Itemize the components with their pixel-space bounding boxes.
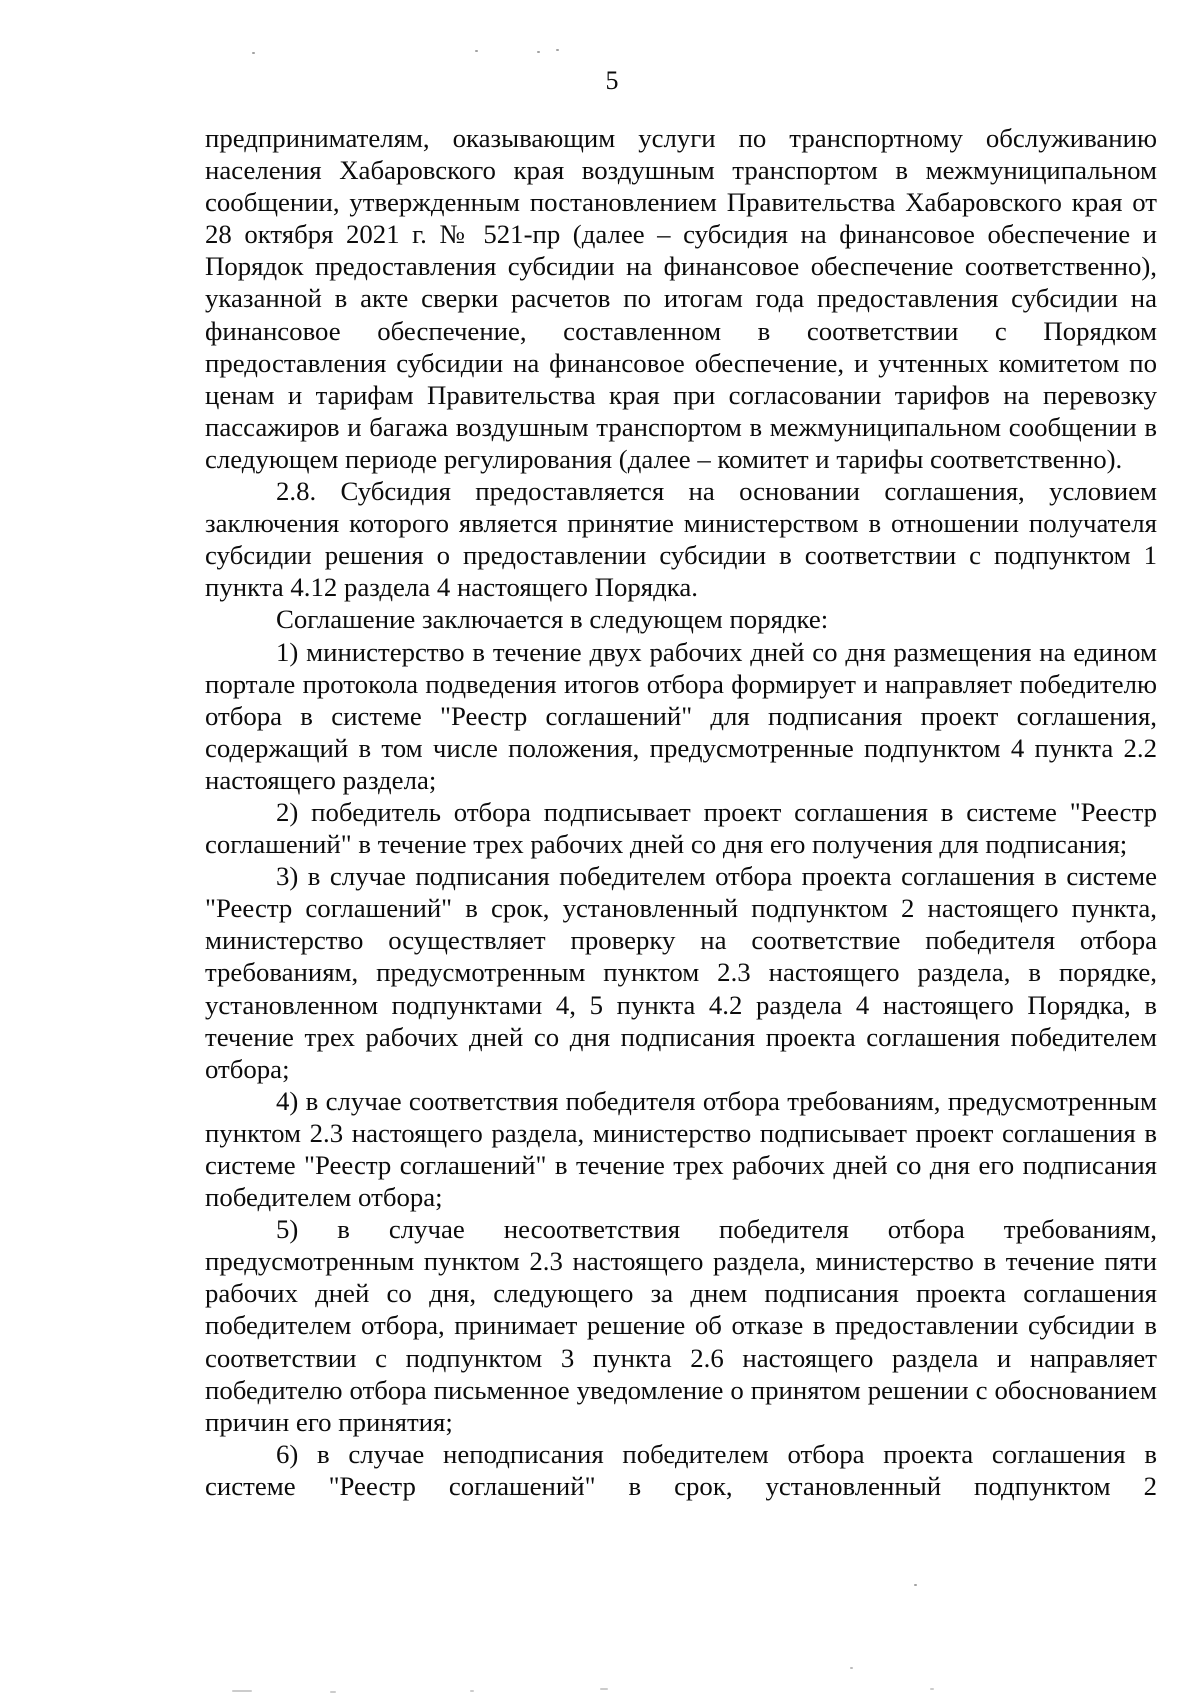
scan-mark [232, 1690, 252, 1692]
scan-mark [850, 1667, 853, 1669]
scan-mark [556, 49, 559, 51]
list-item-2: 2) победитель отбора подписывает проект соглашения в системе "Реестр соглашений" в течение трех рабочих дней со дня его получения для подписания; [205, 796, 1157, 860]
scan-mark [330, 1691, 336, 1693]
scan-mark [914, 1584, 917, 1586]
document-body [205, 122, 1157, 1502]
scan-mark [537, 51, 540, 53]
paragraph-agreement-order: Соглашение заключается в следующем порядке: [276, 604, 829, 635]
scan-mark [930, 1688, 934, 1690]
list-item-4: 4) в случае соответствия победителя отбора требованиям, предусмотренным пунктом 2.3 настоящего раздела, министерство подписывает проект соглашения в системе "Реестр соглашений" в течение трех рабочих дней со дня его подписания победителем отбора; [205, 1085, 1157, 1213]
page-number: 5 [605, 66, 619, 95]
list-item-1: 1) министерство в течение двух рабочих дней со дня размещения на едином портале протокола подведения итогов отбора формирует и направляет победителю отбора в системе "Реестр соглашений" для подписания проект соглашения, содержащий в том числе положения, предусмотренные подпунктом 4 пункта 2.2 настоящего раздела; [205, 636, 1157, 795]
list-item-3: 3) в случае подписания победителем отбора проекта соглашения в системе "Реестр соглашений" в срок, установленный подпунктом 2 настоящего пункта, министерство осуществляет проверку на соответствие победителя отбора требованиям, предусмотренным пунктом 2.3 настоящего раздела, в порядке, установленном подпунктами 4, 5 пункта 4.2 раздела 4 настоящего Порядка, в течение трех рабочих дней со дня подписания проекта соглашения победителем отбора; [205, 861, 1157, 1084]
paragraph-continuation: предпринимателям, оказывающим услуги по транспортному обслуживанию населения Хабаровского края воздушным транспортом в межмуниципальном сообщении, утвержденным постановлением Правительства Хабаровского края от 28 октября 2021 г. № 521-пр (далее – субсидия на финансовое обеспечение и Порядок предоставления субсидии на финансовое обеспечение соответственно), указанной в акте сверки расчетов по итогам года предоставления субсидии на финансовое обеспечение, составленном в соответствии с Порядком предоставления субсидии на финансовое обеспечение, и учтенных комитетом по ценам и тарифам Правительства края при согласовании тарифов на перевозку пассажиров и багажа воздушным транспортом в межмуниципальном сообщении в следующем периоде регулирования (далее – комитет и тарифы соответственно). [205, 123, 1157, 474]
scan-mark [475, 50, 478, 52]
scan-mark [252, 52, 255, 54]
list-item-6: 6) в случае неподписания победителем отбора проекта соглашения в системе "Реестр соглашений" в срок, установленный подпунктом 2 [205, 1438, 1157, 1501]
list-item-5: 5) в случае несоответствия победителя отбора требованиям, предусмотренным пунктом 2.3 настоящего раздела, министерство в течение пяти рабочих дней со дня, следующего за днем подписания проекта соглашения победителем отбора, принимает решение об отказе в предоставлении субсидии в соответствии с подпунктом 3 пункта 2.6 настоящего раздела и направляет победителю отбора письменное уведомление о принятом решении с обоснованием причин его принятия; [205, 1214, 1157, 1437]
scan-mark [600, 1688, 608, 1690]
paragraph-2-8: 2.8. Субсидия предоставляется на основании соглашения, условием заключения которого является принятие министерством в отношении получателя субсидии решения о предоставлении субсидии в соответствии с подпунктом 1 пункта 4.12 раздела 4 настоящего Порядка. [205, 476, 1157, 603]
scan-mark [470, 1690, 474, 1692]
